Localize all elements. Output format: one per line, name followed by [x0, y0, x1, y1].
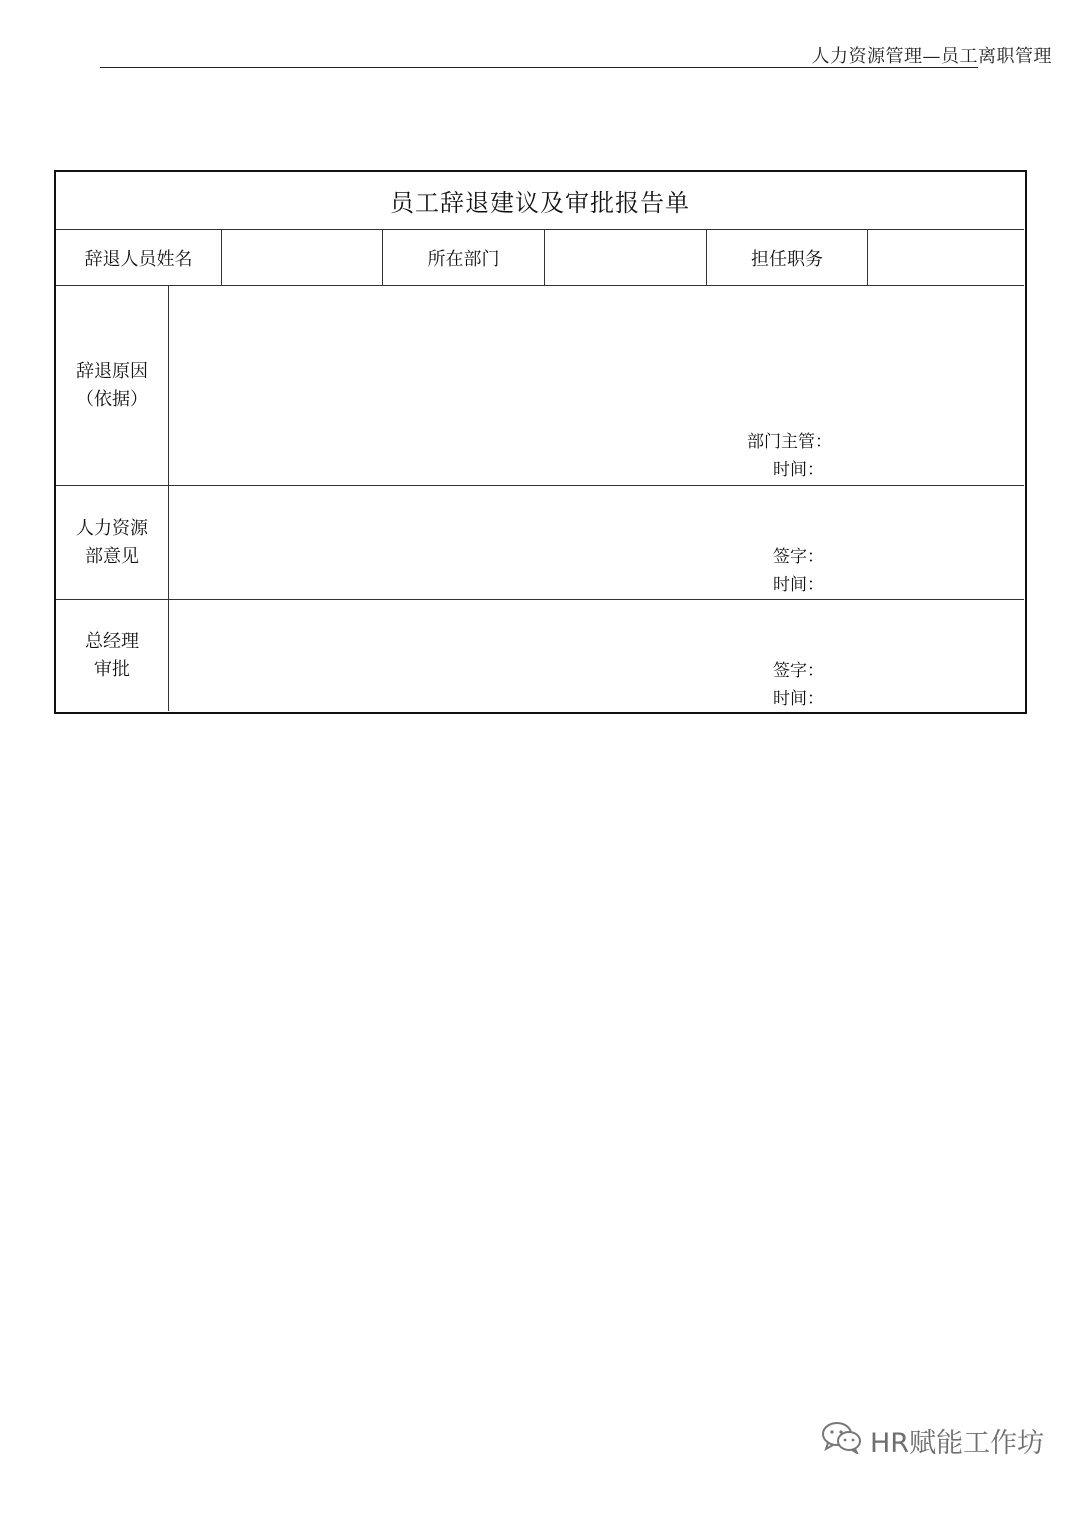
hr-sign-label: 签字： — [773, 547, 824, 567]
gm-sign-label: 签字： — [773, 661, 824, 681]
reason-time-label: 时间： — [773, 460, 824, 480]
hr-label-line1: 人力资源 — [76, 517, 148, 539]
page-header-title: 人力资源管理—员工离职管理 — [811, 46, 1052, 67]
supervisor-label: 部门主管： — [747, 432, 832, 452]
reason-label-line1: 辞退原因 — [76, 360, 148, 382]
gm-label-line2: 审批 — [94, 658, 130, 680]
dismissal-form — [54, 170, 1027, 714]
name-label: 辞退人员姓名 — [56, 230, 222, 286]
dept-value-field[interactable] — [545, 230, 707, 286]
hr-label-line2: 部意见 — [85, 545, 139, 567]
header-rule — [100, 67, 978, 68]
gm-approval-area[interactable] — [169, 600, 1024, 711]
position-label: 担任职务 — [707, 230, 868, 286]
form-title: 员工辞退建议及审批报告单 — [56, 172, 1024, 230]
reason-label — [56, 286, 169, 486]
hr-time-label: 时间： — [773, 575, 824, 595]
gm-approval-label — [56, 600, 169, 711]
watermark-text: HR赋能工作坊 — [870, 1428, 1045, 1459]
dept-label: 所在部门 — [383, 230, 545, 286]
gm-time-label: 时间： — [773, 689, 824, 709]
hr-opinion-label — [56, 486, 169, 600]
reason-label-line2: （依据） — [76, 388, 148, 410]
gm-label-line1: 总经理 — [85, 630, 139, 652]
hr-opinion-area[interactable] — [169, 486, 1024, 600]
watermark — [820, 1420, 1044, 1461]
name-value-field[interactable] — [222, 230, 383, 286]
reason-content-area[interactable] — [169, 286, 1024, 486]
position-value-field[interactable] — [868, 230, 1024, 286]
wechat-icon — [820, 1420, 864, 1461]
